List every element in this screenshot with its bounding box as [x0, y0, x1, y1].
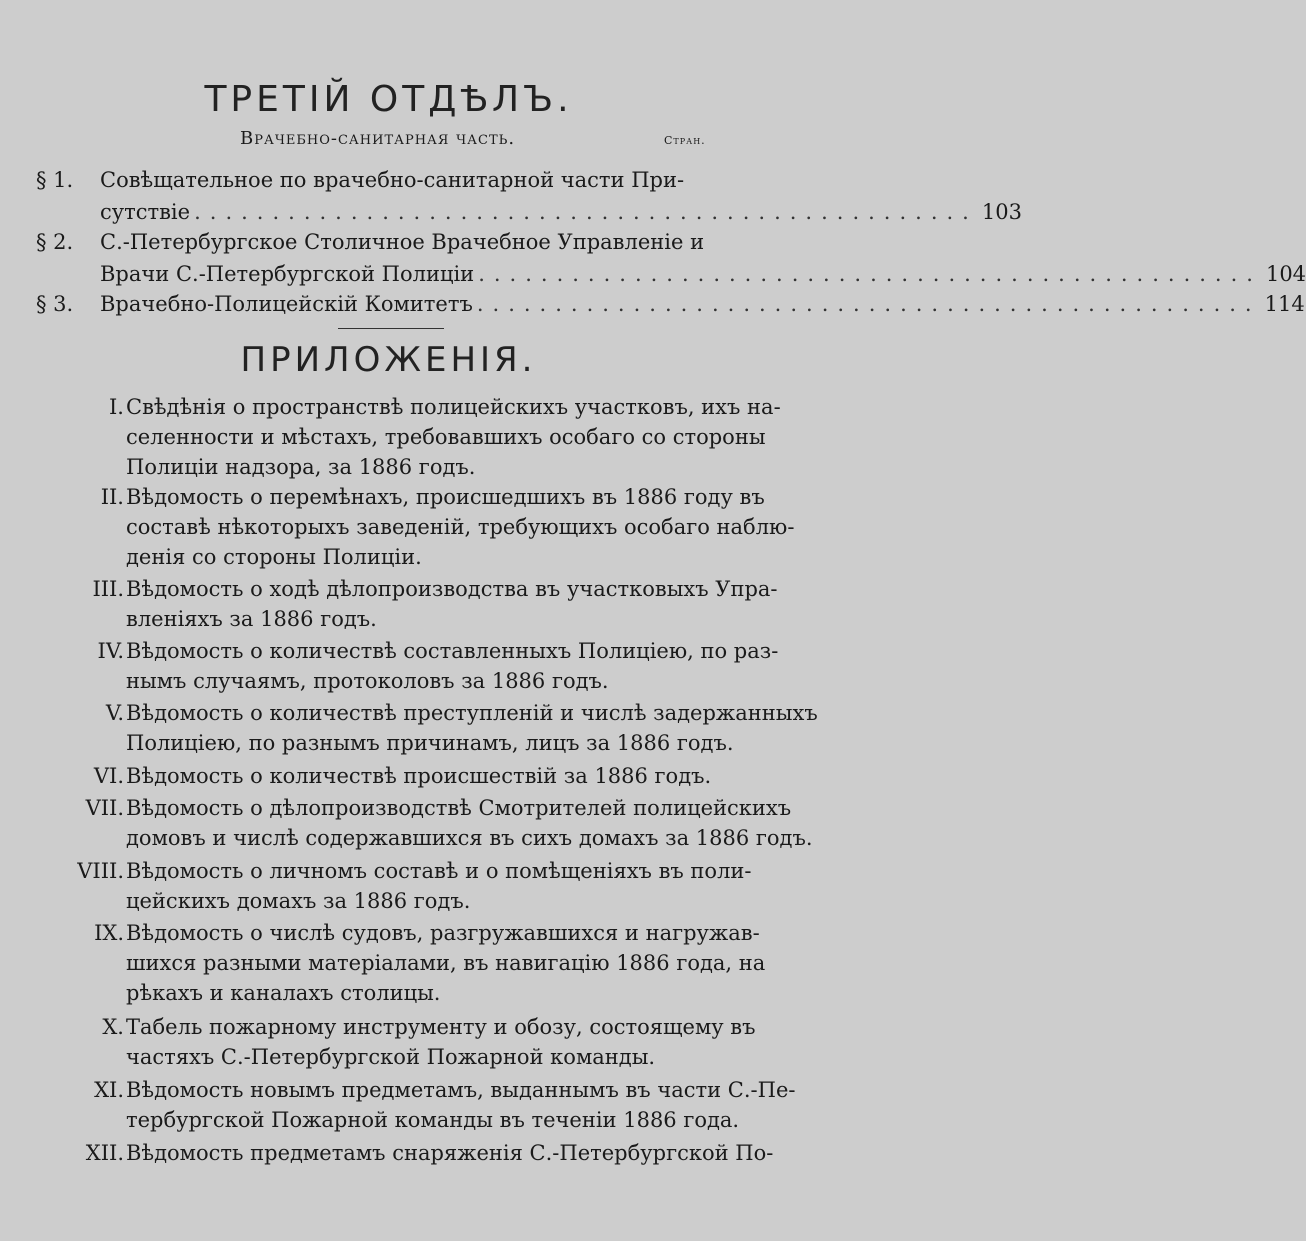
appendix-item-number: VIII.: [77, 859, 124, 883]
appendix-item-line: домовъ и числѣ содержавшихся въ сихъ домахъ за 1886 годъ.: [126, 826, 813, 850]
appendix-item-line: Свѣдѣнія о пространствѣ полицейскихъ участковъ, ихъ на-: [126, 395, 781, 419]
appendix-item: [36, 793, 813, 853]
appendix-item-number: X.: [102, 1015, 124, 1039]
toc-entry: [36, 164, 1022, 228]
appendix-item-line: тербургской Пожарной команды въ теченіи 1886 года.: [126, 1108, 740, 1132]
toc-entry-line: сутствіе: [100, 200, 191, 224]
appendix-item-number: I.: [109, 395, 124, 419]
appendix-title: ПРИЛОЖЕНІЯ.: [240, 340, 537, 380]
appendix-item-line: Табель пожарному инструменту и обозу, состоящему въ: [126, 1015, 756, 1039]
toc-entry-line: Совѣщательное по врачебно-санитарной части При-: [100, 168, 685, 192]
leader-dots: ..................................................: [194, 200, 978, 224]
toc-entry-page: 114: [1264, 292, 1305, 316]
appendix-item-number: V.: [105, 701, 124, 725]
appendix-item: [36, 1075, 796, 1135]
appendix-item-number: IV.: [97, 639, 124, 663]
toc-entry-page: 104: [1265, 262, 1306, 286]
appendix-item: [36, 698, 818, 758]
toc-entry-line: Врачи С.-Петербургской Полиціи: [100, 262, 475, 286]
appendix-item-number: XI.: [94, 1078, 124, 1102]
appendix-item-line: рѣкахъ и каналахъ столицы.: [126, 981, 441, 1005]
appendix-item-line: Полиціи надзора, за 1886 годъ.: [126, 455, 476, 479]
toc-entry-number: § 3.: [36, 292, 74, 316]
appendix-item: [36, 636, 779, 696]
appendix-item-line: составѣ нѣкоторыхъ заведеній, требующихъ особаго наблю-: [126, 515, 795, 539]
divider: [338, 328, 444, 329]
appendix-item-line: Вѣдомость о личномъ составѣ и о помѣщеніяхъ въ поли-: [126, 859, 752, 883]
appendix-item-number: IX.: [94, 921, 124, 945]
section-subtitle: Врачебно-санитарная часть.: [240, 128, 516, 149]
appendix-item-line: Вѣдомость о количествѣ происшествій за 1886 годъ.: [126, 764, 712, 788]
page-column-header: Стран.: [664, 134, 706, 147]
appendix-item-line: Вѣдомость о ходѣ дѣлопроизводства въ участковыхъ Упра-: [126, 577, 778, 601]
section-title: ТРЕТІЙ ОТДѢЛЪ.: [204, 79, 573, 120]
appendix-item-line: Вѣдомость о перемѣнахъ, происшедшихъ въ 1886 году въ: [126, 485, 765, 509]
toc-entry-number: § 1.: [36, 168, 74, 192]
toc-entry-number: § 2.: [36, 230, 74, 254]
appendix-item-line: денія со стороны Полиціи.: [126, 545, 422, 569]
appendix-item-line: шихся разными матеріалами, въ навигацію 1886 года, на: [126, 951, 766, 975]
appendix-item: [36, 574, 778, 634]
toc-entry: [36, 226, 1306, 290]
appendix-item-line: Вѣдомость о числѣ судовъ, разгружавшихся и нагружав-: [126, 921, 760, 945]
appendix-item: [36, 918, 766, 1008]
toc-entry: [36, 288, 1305, 320]
appendix-item-line: Вѣдомость о количествѣ составленныхъ Полиціею, по раз-: [126, 639, 779, 663]
toc-entry-line: Врачебно-Полицейскій Комитетъ: [100, 292, 473, 316]
appendix-item-line: цейскихъ домахъ за 1886 годъ.: [126, 889, 471, 913]
appendix-item-number: III.: [92, 577, 124, 601]
appendix-item-line: Вѣдомость о дѣлопроизводствѣ Смотрителей полицейскихъ: [126, 796, 792, 820]
appendix-item-line: Вѣдомость о количествѣ преступленій и числѣ задержанныхъ: [126, 701, 818, 725]
leader-dots: ..................................................: [476, 292, 1261, 316]
appendix-item: [36, 482, 795, 572]
appendix-item-line: нымъ случаямъ, протоколовъ за 1886 годъ.: [126, 669, 609, 693]
appendix-item-line: частяхъ С.-Петербургской Пожарной команды.: [126, 1045, 656, 1069]
appendix-item: [36, 1138, 774, 1168]
leader-dots: ..................................................: [478, 262, 1262, 286]
appendix-item-line: вленіяхъ за 1886 годъ.: [126, 607, 377, 631]
appendix-item-number: II.: [100, 485, 124, 509]
appendix-item-line: Полиціею, по разнымъ причинамъ, лицъ за 1886 годъ.: [126, 731, 734, 755]
appendix-item: [36, 392, 781, 482]
appendix-item: [36, 761, 742, 791]
toc-entry-line: С.-Петербургское Столичное Врачебное Управленіе и: [100, 230, 705, 254]
appendix-item-number: VI.: [93, 764, 124, 788]
appendix-item-line: Вѣдомость предметамъ снаряженія С.-Петербургской По-: [126, 1141, 774, 1165]
toc-entry-page: 103: [981, 200, 1022, 224]
appendix-item-number: VII.: [85, 796, 124, 820]
appendix-item: [36, 856, 752, 916]
appendix-item-number: XII.: [85, 1141, 124, 1165]
appendix-item-line: селенности и мѣстахъ, требовавшихъ особаго со стороны: [126, 425, 766, 449]
appendix-item: [36, 1012, 756, 1072]
appendix-item-line: Вѣдомость новымъ предметамъ, выданнымъ въ части С.-Пе-: [126, 1078, 796, 1102]
